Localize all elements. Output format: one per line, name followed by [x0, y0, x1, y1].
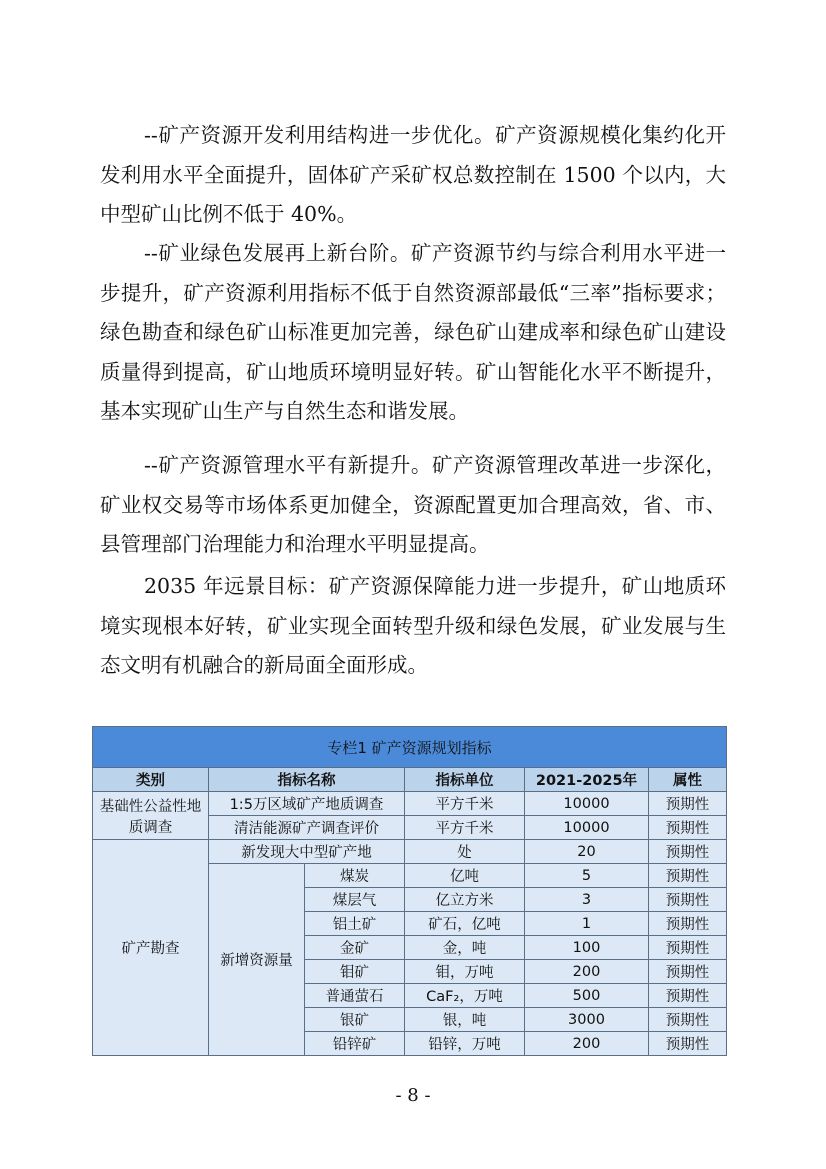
indicator-name: 普通萤石	[305, 984, 405, 1008]
paragraph-green-development: --矿业绿色发展再上新台阶。矿产资源节约与综合利用水平进一步提升，矿产资源利用指标不低于自然资源部最低“三率”指标要求；绿色勘查和绿色矿山标准更加完善，绿色矿山建成率和绿色矿山建设质量得到提高，矿山地质环境明显好转。矿山智能化水平不断提升，基本实现矿山生产与自然生态和谐发展。	[100, 241, 726, 423]
indicator-name: 1:5万区域矿产地质调查	[209, 792, 405, 816]
indicator-attribute: 预期性	[649, 840, 727, 864]
indicator-attribute: 预期性	[649, 912, 727, 936]
indicator-attribute: 预期性	[649, 1032, 727, 1056]
indicator-unit: 亿吨	[405, 864, 525, 888]
indicator-value: 500	[525, 984, 649, 1008]
indicator-name: 煤层气	[305, 888, 405, 912]
paragraph-2035-vision: 2035 年远景目标：矿产资源保障能力进一步提升，矿山地质环境实现根本好转，矿业实现全面转型升级和绿色发展，矿业发展与生态文明有机融合的新局面全面形成。	[100, 574, 726, 677]
header-period: 2021-2025年	[525, 768, 649, 792]
indicator-unit: 亿立方米	[405, 888, 525, 912]
indicator-name: 清洁能源矿产调查评价	[209, 816, 405, 840]
indicator-name: 钼矿	[305, 960, 405, 984]
indicator-value: 100	[525, 936, 649, 960]
paragraph-management-improvement: --矿产资源管理水平有新提升。矿产资源管理改革进一步深化，矿业权交易等市场体系更加健全，资源配置更加合理高效，省、市、县管理部门治理能力和治理水平明显提高。	[100, 453, 726, 556]
header-attribute: 属性	[649, 768, 727, 792]
subgroup-new-resources: 新增资源量	[209, 864, 305, 1056]
indicator-attribute: 预期性	[649, 1008, 727, 1032]
indicator-value: 3	[525, 888, 649, 912]
indicator-unit: 平方千米	[405, 792, 525, 816]
indicator-attribute: 预期性	[649, 888, 727, 912]
indicator-attribute: 预期性	[649, 960, 727, 984]
indicator-unit: 铅锌，万吨	[405, 1032, 525, 1056]
indicator-value: 5	[525, 864, 649, 888]
indicator-attribute: 预期性	[649, 936, 727, 960]
indicator-value: 10000	[525, 792, 649, 816]
table-row	[93, 792, 727, 816]
indicator-value: 200	[525, 1032, 649, 1056]
indicator-unit: 矿石，亿吨	[405, 912, 525, 936]
indicator-unit: 金，吨	[405, 936, 525, 960]
indicator-name: 煤炭	[305, 864, 405, 888]
indicator-value: 200	[525, 960, 649, 984]
header-category: 类别	[93, 768, 209, 792]
indicator-value: 20	[525, 840, 649, 864]
indicator-unit: CaF₂，万吨	[405, 984, 525, 1008]
category-geological-survey: 基础性公益性地质调查	[93, 792, 209, 840]
indicator-value: 3000	[525, 1008, 649, 1032]
category-mineral-exploration: 矿产勘查	[93, 840, 209, 1056]
table-header-row	[93, 768, 727, 792]
indicator-attribute: 预期性	[649, 984, 727, 1008]
indicator-name: 铅锌矿	[305, 1032, 405, 1056]
indicator-name: 铝土矿	[305, 912, 405, 936]
indicator-value: 10000	[525, 816, 649, 840]
indicator-name: 银矿	[305, 1008, 405, 1032]
table-row	[93, 840, 727, 864]
indicator-value: 1	[525, 912, 649, 936]
indicator-attribute: 预期性	[649, 864, 727, 888]
indicator-unit: 平方千米	[405, 816, 525, 840]
header-indicator-name: 指标名称	[209, 768, 405, 792]
planning-indicators-table	[92, 726, 727, 1056]
table-caption: 专栏1 矿产资源规划指标	[93, 727, 727, 768]
indicator-unit: 银，吨	[405, 1008, 525, 1032]
header-unit: 指标单位	[405, 768, 525, 792]
indicator-unit: 处	[405, 840, 525, 864]
indicator-unit: 钼，万吨	[405, 960, 525, 984]
paragraph-structure-optimization: --矿产资源开发利用结构进一步优化。矿产资源规模化集约化开发利用水平全面提升，固体矿产采矿权总数控制在 1500 个以内，大中型矿山比例不低于 40%。	[100, 123, 726, 226]
indicator-attribute: 预期性	[649, 816, 727, 840]
indicator-attribute: 预期性	[649, 792, 727, 816]
page-number: - 8 -	[395, 1085, 431, 1106]
indicator-name: 新发现大中型矿产地	[209, 840, 405, 864]
indicator-name: 金矿	[305, 936, 405, 960]
